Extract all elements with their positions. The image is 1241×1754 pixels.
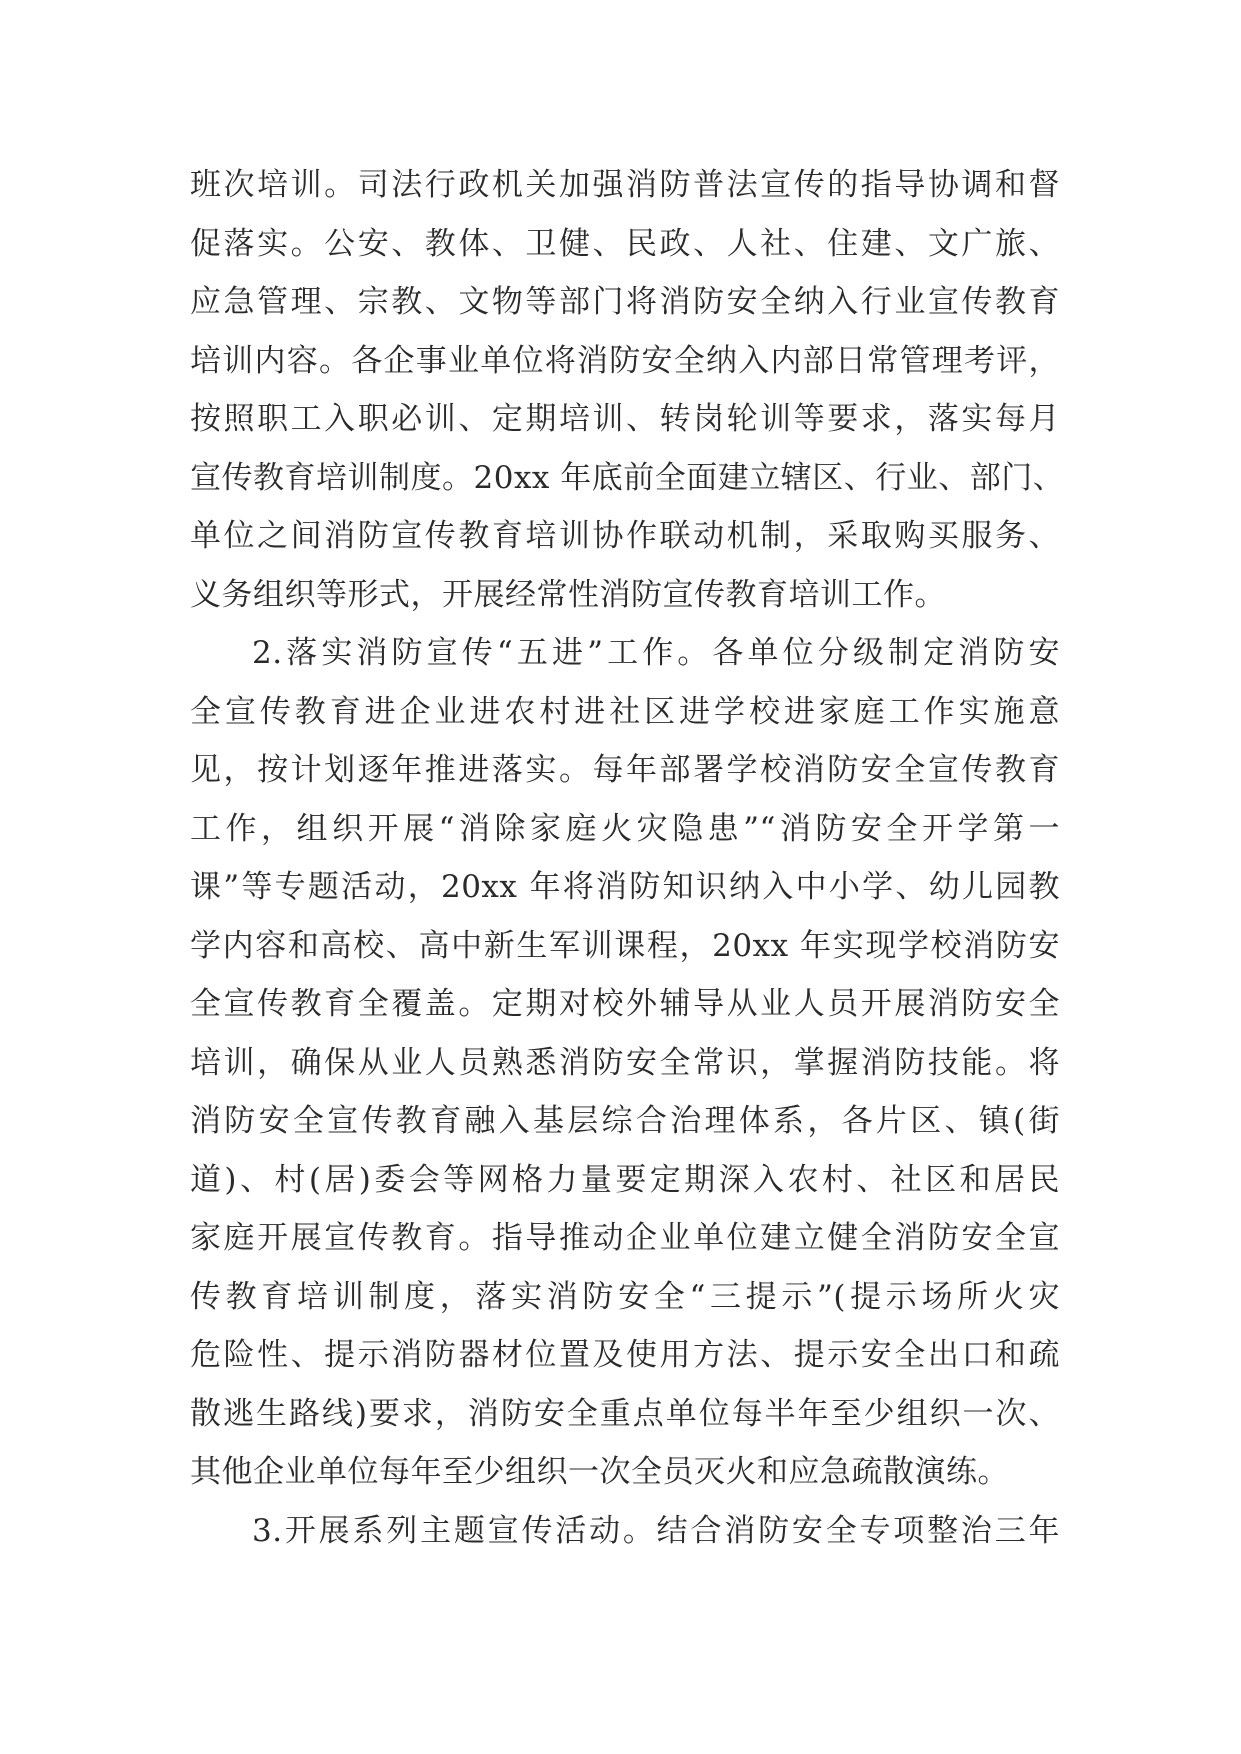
text-line: 危险性、提示消防器材位置及使用方法、提示安全出口和疏 bbox=[190, 1337, 1060, 1373]
text-line: 传教育培训制度，落实消防安全“三提示”(提示场所火灾 bbox=[190, 1278, 1060, 1315]
text-line: 3.开展系列主题宣传活动。结合消防安全专项整治三年 bbox=[252, 1512, 1060, 1549]
text-line: 培训，确保从业人员熟悉消防安全常识，掌握消防技能。将 bbox=[190, 1044, 1060, 1081]
text-line: 课”等专题活动，20xx 年将消防知识纳入中小学、幼儿园教 bbox=[190, 869, 1060, 905]
text-line: 应急管理、宗教、文物等部门将消防安全纳入行业宣传教育 bbox=[190, 284, 1060, 320]
text-line: 学内容和高校、高中新生军训课程，20xx 年实现学校消防安 bbox=[190, 927, 1060, 964]
text-line: 促落实。公安、教体、卫健、民政、人社、住建、文广旅、 bbox=[190, 225, 1060, 262]
text-line: 培训内容。各企事业单位将消防安全纳入内部日常管理考评， bbox=[190, 342, 1060, 379]
text-line: 道)、村(居)委会等网格力量要定期深入农村、社区和居民 bbox=[190, 1161, 1060, 1198]
text-line: 宣传教育培训制度。20xx 年底前全面建立辖区、行业、部门、 bbox=[190, 459, 1065, 496]
text-line: 全宣传教育全覆盖。定期对校外辅导从业人员开展消防安全 bbox=[190, 986, 1060, 1022]
text-line: 工作，组织开展“消除家庭火灾隐患”“消防安全开学第一 bbox=[190, 810, 1060, 847]
text-line: 消防安全宣传教育融入基层综合治理体系，各片区、镇(街 bbox=[190, 1103, 1060, 1139]
text-line: 单位之间消防宣传教育培训协作联动机制，采取购买服务、 bbox=[190, 518, 1060, 554]
text-line: 全宣传教育进企业进农村进社区进学校进家庭工作实施意 bbox=[190, 693, 1060, 730]
body-text bbox=[190, 156, 1065, 1560]
text-line: 见，按计划逐年推进落实。每年部署学校消防安全宣传教育 bbox=[190, 752, 1060, 788]
text-line: 其他企业单位每年至少组织一次全员灭火和应急疏散演练。 bbox=[190, 1454, 1009, 1490]
text-line: 散逃生路线)要求，消防安全重点单位每半年至少组织一次、 bbox=[190, 1395, 1060, 1432]
text-line: 按照职工入职必训、定期培训、转岗轮训等要求，落实每月 bbox=[190, 401, 1060, 437]
text-line: 班次培训。司法行政机关加强消防普法宣传的指导协调和督 bbox=[190, 167, 1060, 203]
text-line: 家庭开展宣传教育。指导推动企业单位建立健全消防安全宣 bbox=[190, 1220, 1060, 1256]
text-line: 义务组织等形式，开展经常性消防宣传教育培训工作。 bbox=[190, 576, 946, 613]
text-line: 2.落实消防宣传“五进”工作。各单位分级制定消防安 bbox=[252, 635, 1060, 671]
